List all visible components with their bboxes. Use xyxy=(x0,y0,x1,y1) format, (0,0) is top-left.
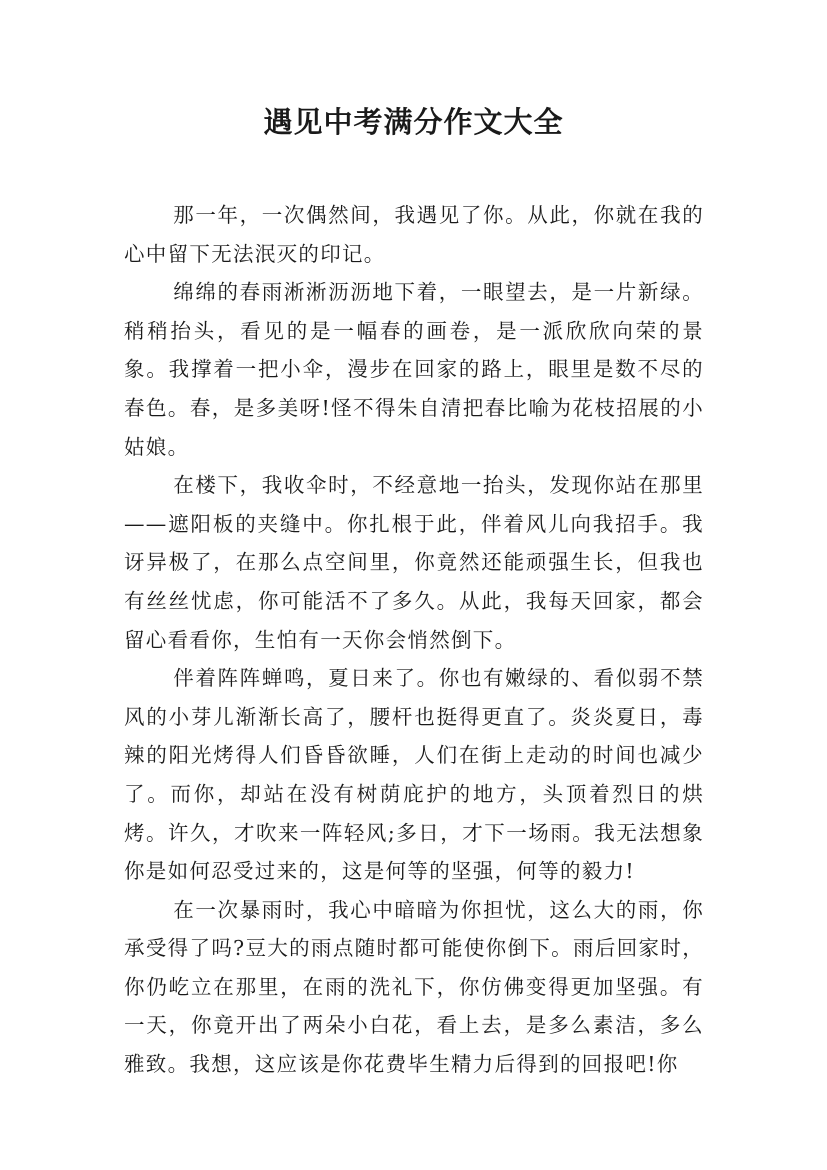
paragraph-3: 在楼下，我收伞时，不经意地一抬头，发现你站在那里——遮阳板的夹缝中。你扎根于此，伴着风儿向我招手。我讶异极了，在那么点空间里，你竟然还能顽强生长，但我也有丝丝忧虑，你可能活不了多久。从此，我每天回家，都会留心看看你，生怕有一天你会悄然倒下。 xyxy=(124,473,704,652)
document-body xyxy=(124,196,704,1084)
document-title: 遇见中考满分作文大全 xyxy=(263,105,564,139)
paragraph-1: 那一年，一次偶然间，我遇见了你。从此，你就在我的心中留下无法泯灭的印记。 xyxy=(124,203,704,266)
paragraph-5: 在一次暴雨时，我心中暗暗为你担忧，这么大的雨，你承受得了吗?豆大的雨点随时都可能使你倒下。雨后回家时，你仍屹立在那里，在雨的洗礼下，你仿佛变得更加坚强。有一天，你竟开出了两朵小白花，看上去，是多么素洁，多么雅致。我想，这应该是你花费毕生精力后得到的回报吧!你 xyxy=(124,897,704,1077)
paragraph-4: 伴着阵阵蝉鸣，夏日来了。你也有嫩绿的、看似弱不禁风的小芽儿渐渐长高了，腰杆也挺得更直了。炎炎夏日，毒辣的阳光烤得人们昏昏欲睡，人们在街上走动的时间也减少了。而你，却站在没有树荫庇护的地方，头顶着烈日的烘烤。许久，才吹来一阵轻风;多日，才下一场雨。我无法想象你是如何忍受过来的，这是何等的坚强，何等的毅力! xyxy=(124,666,704,884)
paragraph-2: 绵绵的春雨淅淅沥沥地下着，一眼望去，是一片新绿。稍稍抬头，看见的是一幅春的画卷，是一派欣欣向荣的景象。我撑着一把小伞，漫步在回家的路上，眼里是数不尽的春色。春，是多美呀!怪不得朱自清把春比喻为花枝招展的小姑娘。 xyxy=(124,280,704,459)
